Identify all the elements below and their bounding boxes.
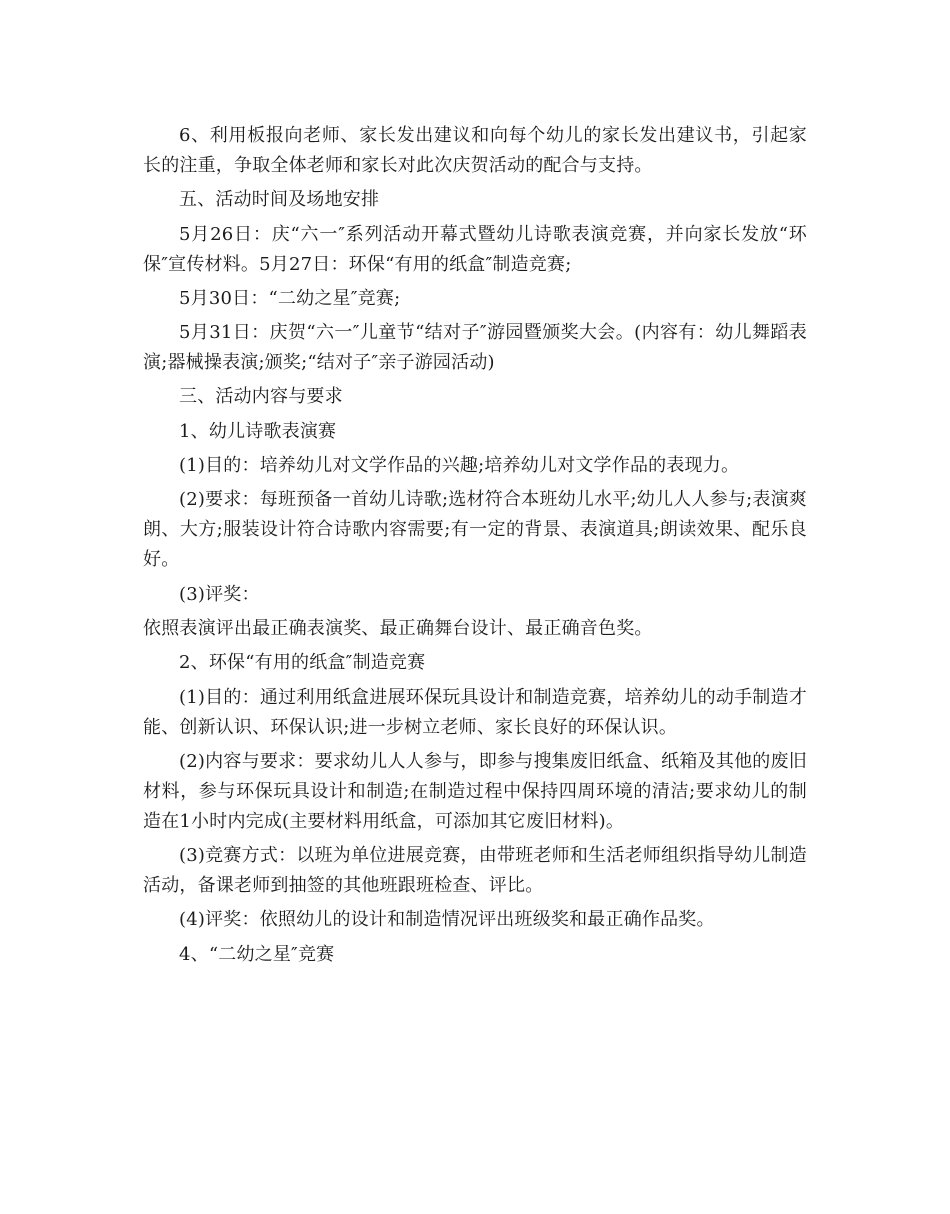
paragraph: (3)竞赛方式：以班为单位进展竞赛，由带班老师和生活老师组织指导幼儿制造活动，备课老师到抽签的其他班跟班检查、评比。 — [143, 845, 807, 897]
section-heading: 三、活动内容与要求 — [179, 386, 343, 408]
paragraph: (4)评奖：依照幼儿的设计和制造情况评出班级奖和最正确作品奖。 — [179, 909, 715, 931]
subsection-heading: 2、环保“有用的纸盒″制造竞赛 — [179, 652, 426, 674]
paragraph: (3)评奖： — [179, 583, 260, 605]
paragraph: 6、利用板报向老师、家长发出建议和向每个幼儿的家长发出建议书，引起家长的注重，争取全体老师和家长对此次庆贺活动的配合与支持。 — [143, 125, 807, 176]
paragraph: (1)目的：培养幼儿对文学作品的兴趣;培养幼儿对文学作品的表现力。 — [179, 455, 740, 477]
document-body — [143, 121, 807, 974]
paragraph: 5月26日：庆“六一″系列活动开幕式暨幼儿诗歌表演竞赛，并向家长发放“环保″宣传材料。5月27日：环保“有用的纸盒″制造竞赛; — [143, 223, 807, 275]
section-heading: 五、活动时间及场地安排 — [179, 189, 380, 211]
subsection-heading: 1、幼儿诗歌表演赛 — [179, 420, 337, 442]
paragraph: 5月31日：庆贺“六一″儿童节“结对子″游园暨颁奖大会。(内容有：幼儿舞蹈表演;器械操表演;颁奖;“结对子″亲子游园活动) — [143, 322, 807, 374]
paragraph: (2)内容与要求：要求幼儿人人参与，即参与搜集废旧纸盒、纸箱及其他的废旧材料，参与环保玩具设计和制造;在制造过程中保持四周环境的清洁;要求幼儿的制造在1小时内完成(主要材料用纸盒，可添加其它废旧材料)。 — [143, 750, 807, 832]
paragraph: 依照表演评出最正确表演奖、最正确舞台设计、最正确音色奖。 — [143, 617, 653, 639]
subsection-heading: 4、“二幼之星″竞赛 — [179, 943, 335, 965]
paragraph: 5月30日：“二幼之星″竞赛; — [179, 287, 401, 309]
paragraph: (1)目的：通过利用纸盒进展环保玩具设计和制造竞赛，培养幼儿的动手制造才能、创新认识、环保认识;进一步树立老师、家长良好的环保认识。 — [143, 686, 807, 738]
paragraph: (2)要求：每班预备一首幼儿诗歌;选材符合本班幼儿水平;幼儿人人参与;表演爽朗、大方;服装设计符合诗歌内容需要;有一定的背景、表演道具;朗读效果、配乐良好。 — [143, 489, 807, 571]
